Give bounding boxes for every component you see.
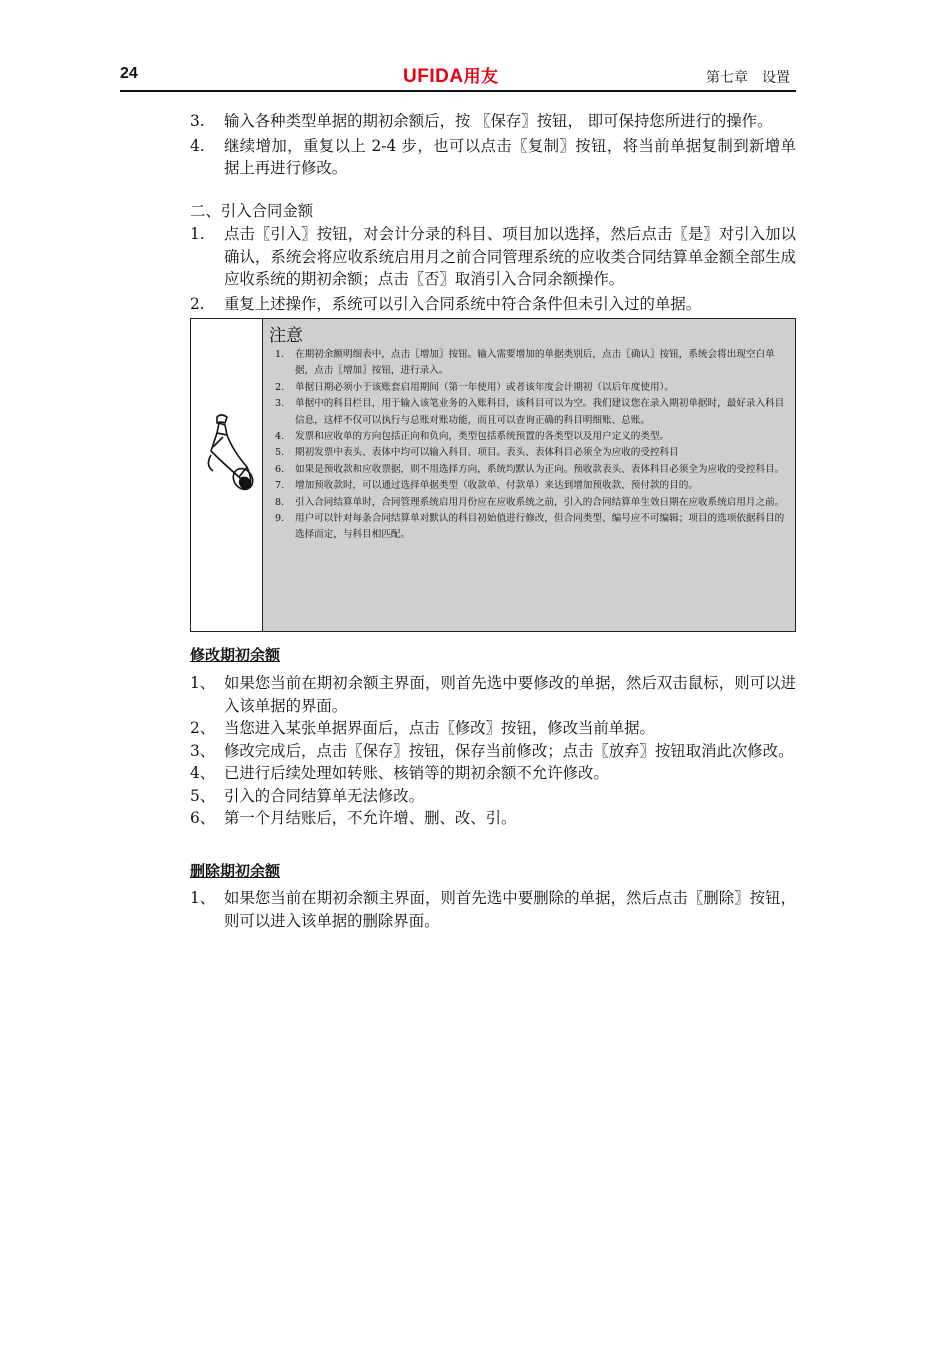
chapter-title: 第七章 设置 — [706, 70, 790, 86]
note-item-text: 期初发票中表头、表体中均可以输入科目、项目。表头、表体科目必须全为应收的受控科目 — [295, 447, 679, 459]
brand-latin: UFIDA — [403, 66, 464, 87]
note-title: 注意 — [269, 326, 303, 346]
bell-icon — [203, 411, 255, 499]
item-text: 引入的合同结算单无法修改。 — [224, 786, 425, 805]
note-body — [263, 319, 795, 631]
item-number: 4. — [190, 136, 205, 155]
item-number: 6、 — [190, 809, 216, 827]
note-item — [269, 445, 785, 461]
delete-list — [186, 887, 796, 932]
list-item — [186, 223, 796, 291]
item-number: 1. — [190, 225, 205, 243]
list-item — [186, 740, 796, 763]
note-item-number: 3. — [275, 398, 285, 410]
note-item — [269, 511, 785, 544]
item-number: 4、 — [190, 764, 216, 782]
note-item-number: 1. — [275, 349, 285, 360]
item-number: 2、 — [190, 719, 216, 737]
brand-logo — [403, 62, 499, 88]
brand-chinese: 用友 — [463, 67, 499, 86]
list-item — [186, 762, 796, 785]
steps-list-a — [186, 110, 796, 180]
list-item — [186, 672, 796, 717]
note-item — [269, 495, 785, 511]
note-item — [269, 347, 785, 380]
item-number: 5、 — [190, 786, 216, 805]
note-item-number: 6. — [275, 463, 285, 475]
note-list — [269, 347, 785, 544]
note-item — [269, 429, 785, 445]
modify-heading: 修改期初余额 — [190, 646, 281, 664]
list-item — [186, 293, 796, 316]
page-header — [120, 62, 796, 92]
item-text: 已进行后续处理如转账、核销等的期初余额不允许修改。 — [224, 764, 609, 782]
note-box — [190, 318, 796, 632]
note-item-text: 如果是预收款和应收票据，则不用选择方向，系统均默认为正向。预收款表头、表体科目必须全为应收的受控科目。 — [295, 463, 785, 475]
list-item — [186, 807, 796, 830]
section-heading: 二、引入合同金额 — [190, 202, 314, 220]
note-item-text: 单据日期必须小于该账套启用期间（第一年使用）或者该年度会计期初（以后年度使用）。 — [295, 381, 674, 393]
note-item-number: 8. — [275, 496, 285, 508]
item-text: 重复上述操作，系统可以引入合同系统中符合条件但未引入过的单据。 — [224, 294, 702, 313]
list-item — [186, 135, 796, 180]
note-item-number: 5. — [275, 447, 285, 459]
note-item-text: 单据中的科目栏目，用于输入该笔业务的入账科目，该科目可以为空。我们建议您在录入期初单据时，最好录入科目信息，这样不仅可以执行与总账对账功能，而且可以查询正确的科目明细账、总账。 — [295, 398, 785, 426]
note-item-text: 引入合同结算单时，合同管理系统启用月份应在应收系统之前，引入的合同结算单生效日期在应收系统启用月之前。 — [295, 496, 785, 508]
item-number: 1、 — [190, 889, 216, 907]
item-text: 当您进入某张单据界面后，点击〖修改〗按钮，修改当前单据。 — [224, 719, 655, 737]
note-item-number: 7. — [275, 480, 285, 492]
item-number: 1、 — [190, 674, 216, 692]
note-item — [269, 396, 785, 429]
note-item-text: 增加预收款时，可以通过选择单据类型（收款单、付款单）来达到增加预收款、预付款的目的。 — [295, 480, 698, 492]
note-item-text: 在期初余额明细表中，点击〖增加〗按钮。输入需要增加的单据类别后，点击〖确认〗按钮，系统会将出现空白单据，点击〖增加〗按钮，进行录入。 — [295, 349, 775, 377]
note-item — [269, 462, 785, 478]
page-number: 24 — [120, 65, 138, 82]
item-text: 如果您当前在期初余额主界面，则首先选中要修改的单据，然后双击鼠标，则可以进入该单据的界面。 — [224, 674, 796, 715]
note-icon-column — [191, 319, 263, 631]
note-item — [269, 380, 785, 396]
item-text: 第一个月结账后，不允许增、删、改、引。 — [224, 809, 517, 827]
note-item-number: 2. — [275, 381, 285, 393]
item-text: 输入各种类型单据的期初余额后，按 〖保存〗按钮， 即可保持您所进行的操作。 — [224, 112, 773, 130]
item-number: 3. — [190, 112, 205, 130]
list-item — [186, 887, 796, 932]
item-number: 2. — [190, 294, 205, 313]
item-text: 点击〖引入〗按钮，对会计分录的科目、项目加以选择，然后点击〖是〗对引入加以确认，系统会将应收系统启用月之前合同管理系统的应收类合同结算单金额全部生成应收系统的期初余额；点击〖否〗取消引入合同余额操作。 — [224, 225, 796, 288]
note-item-text: 用户可以针对每条合同结算单对默认的科目初始值进行修改，但合同类型、编号应不可编辑；项目的选项依据科目的选择而定，与科目相匹配。 — [295, 513, 785, 541]
modify-list — [186, 672, 796, 830]
steps-list-b — [186, 223, 796, 315]
item-text: 继续增加，重复以上 2-4 步，也可以点击〖复制〗按钮，将当前单据复制到新增单据上再进行修改。 — [224, 136, 796, 177]
note-item-text: 发票和应收单的方向包括正向和负向，类型包括系统预置的各类型以及用户定义的类型。 — [295, 431, 670, 443]
list-item — [186, 785, 796, 808]
delete-heading: 删除期初余额 — [190, 862, 281, 880]
note-item — [269, 478, 785, 494]
note-item-number: 9. — [275, 513, 285, 525]
list-item — [186, 717, 796, 740]
list-item — [186, 110, 796, 133]
item-number: 3、 — [190, 741, 216, 760]
note-item-number: 4. — [275, 431, 285, 443]
item-text: 如果您当前在期初余额主界面，则首先选中要删除的单据，然后点击〖删除〗按钮，则可以进入该单据的删除界面。 — [224, 889, 796, 930]
item-text: 修改完成后，点击〖保存〗按钮，保存当前修改；点击〖放弃〗按钮取消此次修改。 — [224, 741, 794, 760]
